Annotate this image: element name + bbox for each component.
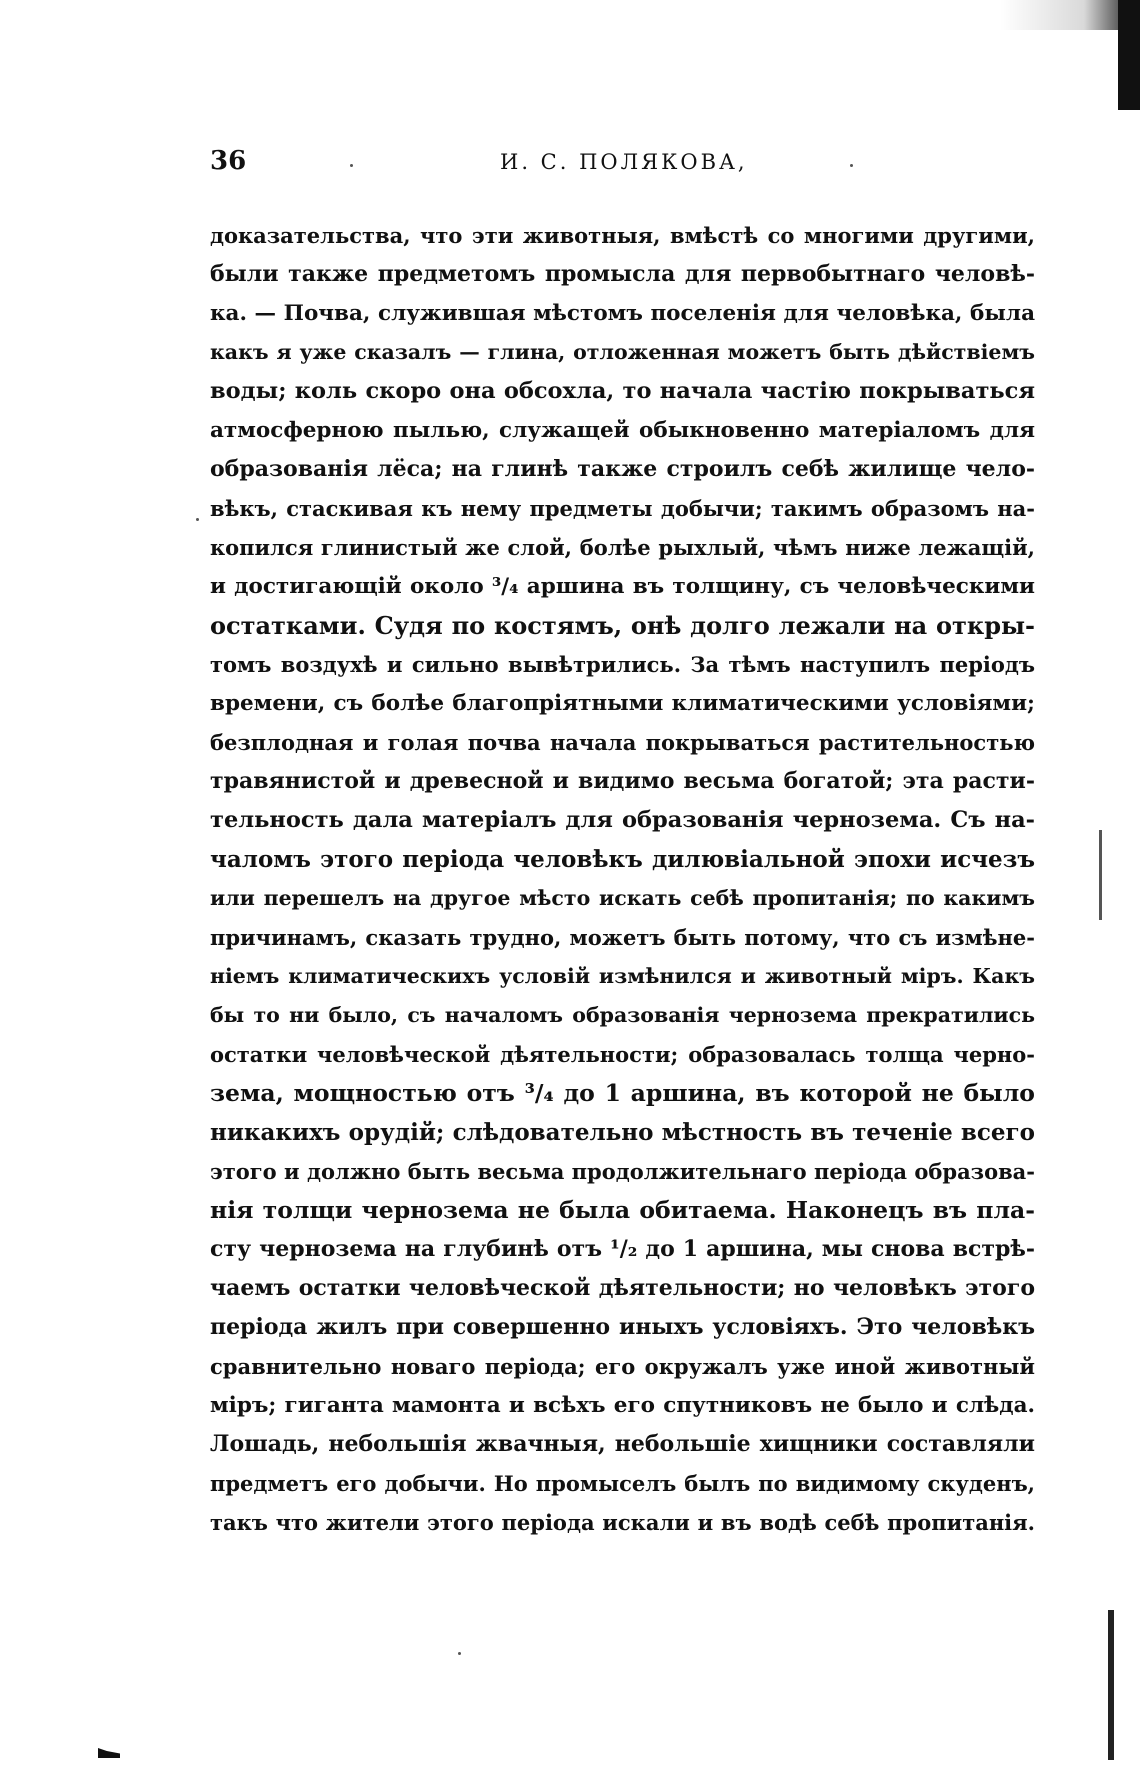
running-title: И. С. ПОЛЯКОВА, xyxy=(500,150,748,174)
text-line: бы то ни было, съ началомъ образованія чернозема прекратились xyxy=(210,1003,1035,1027)
text-line: образованія лёса; на глинѣ также строилъ себѣ жилище чело- xyxy=(210,456,1035,482)
text-line: вѣкъ, стаскивая къ нему предметы добычи; такимъ образомъ на- xyxy=(210,496,1035,521)
text-line: времени, съ болѣе благопріятными климатическими условіями; xyxy=(210,691,1035,716)
text-line: остатками. Судя по костямъ, онѣ долго лежали на откры- xyxy=(210,611,1035,640)
text-line: тельность дала матеріалъ для образованія чернозема. Съ на- xyxy=(210,807,1035,833)
text-line: какъ я уже сказалъ — глина, отложенная можетъ быть дѣйствіемъ xyxy=(210,340,1035,364)
text-line: травянистой и древесной и видимо весьма богатой; эта расти- xyxy=(210,768,1035,794)
ink-mark xyxy=(98,1748,120,1758)
body-text xyxy=(210,216,1035,1542)
text-line: сравнительно новаго періода; его окружалъ уже иной животный xyxy=(210,1354,1035,1379)
speck xyxy=(196,518,199,521)
text-line: копился глинистый же слой, болѣе рыхлый, чѣмъ ниже лежащій, xyxy=(210,535,1035,560)
text-line: ка. — Почва, служившая мѣстомъ поселенія для человѣка, была xyxy=(210,301,1035,326)
text-line: чаемъ остатки человѣческой дѣятельности; но человѣкъ этого xyxy=(210,1275,1035,1301)
text-line: причинамъ, сказать трудно, можетъ быть потому, что съ измѣне- xyxy=(210,925,1035,950)
text-line: сту чернозема на глубинѣ отъ ¹/₂ до 1 аршина, мы снова встрѣ- xyxy=(210,1236,1035,1262)
text-line: атмосферною пылью, служащей обыкновенно матеріаломъ для xyxy=(210,418,1035,443)
scan-edge-artifact xyxy=(1108,1610,1114,1760)
text-line: безплодная и голая почва начала покрываться растительностью xyxy=(210,730,1035,755)
running-head xyxy=(210,146,1030,186)
scan-edge-artifact xyxy=(1099,830,1102,920)
text-line: доказательства, что эти животныя, вмѣстѣ со многими другими, xyxy=(210,223,1035,248)
text-line: никакихъ орудій; слѣдовательно мѣстность въ теченіе всего xyxy=(210,1119,1035,1146)
text-line: міръ; гиганта мамонта и всѣхъ его спутниковъ не было и слѣда. xyxy=(210,1393,1035,1418)
scan-edge-artifact xyxy=(1118,0,1140,110)
text-line: или перешелъ на другое мѣсто искать себѣ пропитанія; по какимъ xyxy=(210,886,1035,910)
speck xyxy=(458,1652,461,1655)
text-line: зема, мощностью отъ ³/₄ до 1 аршина, въ которой не было xyxy=(210,1079,1035,1107)
text-line: остатки человѣческой дѣятельности; образовалась толща черно- xyxy=(210,1042,1035,1067)
text-line: предметъ его добычи. Но промыселъ былъ по видимому скуденъ, xyxy=(210,1471,1035,1496)
text-line: были также предметомъ промысла для первобытнаго человѣ- xyxy=(210,261,1035,287)
text-line: и достигающій около ³/₄ аршина въ толщину, съ человѣческими xyxy=(210,574,1035,599)
text-line: такъ что жители этого періода искали и въ водѣ себѣ пропитанія. xyxy=(210,1510,1035,1535)
text-line: ніемъ климатическихъ условій измѣнился и животный міръ. Какъ xyxy=(210,964,1035,988)
text-line: Лошадь, небольшія жвачныя, небольшіе хищники составляли xyxy=(210,1431,1035,1457)
text-line: томъ воздухѣ и сильно вывѣтрились. За тѣмъ наступилъ періодъ xyxy=(210,652,1035,677)
text-line: нія толщи чернозема не была обитаема. Наконецъ въ пла- xyxy=(210,1196,1035,1224)
text-line: чаломъ этого періода человѣкъ дилювіальной эпохи исчезъ xyxy=(210,846,1035,873)
text-line: этого и должно быть весьма продолжительнаго періода образова- xyxy=(210,1159,1035,1184)
page-number: 36 xyxy=(210,146,247,176)
text-line: воды; коль скоро она обсохла, то начала частію покрываться xyxy=(210,378,1035,404)
text-line: періода жилъ при совершенно иныхъ условіяхъ. Это человѣкъ xyxy=(210,1314,1035,1340)
